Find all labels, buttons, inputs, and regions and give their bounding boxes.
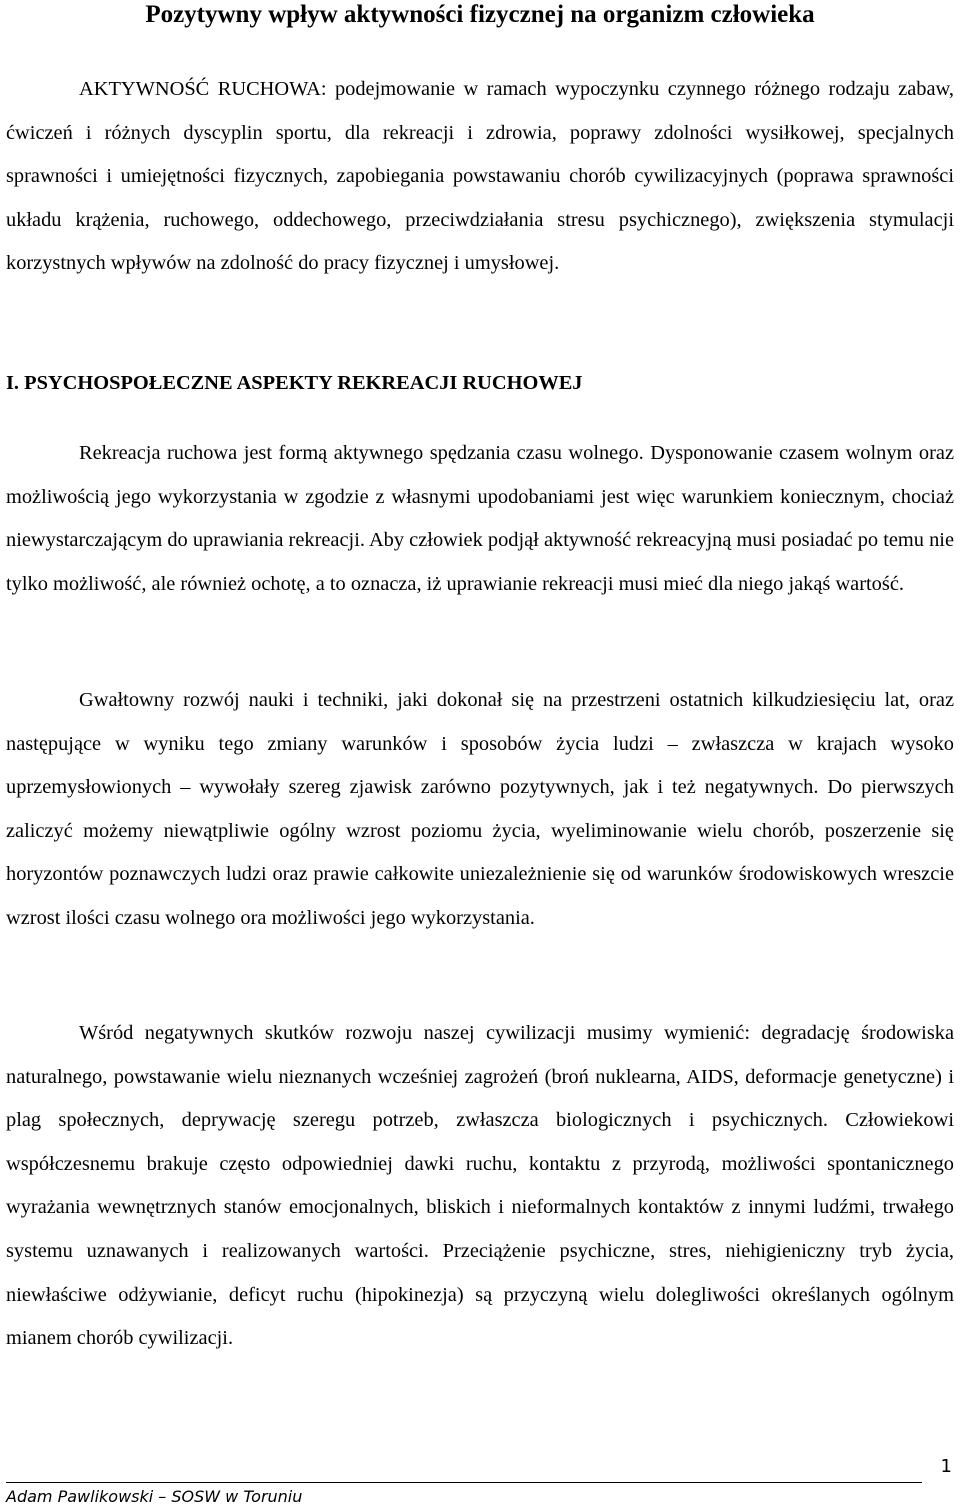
section-heading: I. PSYCHOSPOŁECZNE ASPEKTY REKREACJI RUCHOWEJ — [6, 372, 583, 394]
paragraph-recreation: Rekreacja ruchowa jest formą aktywnego spędzania czasu wolnego. Dysponowanie czasem wolnym oraz możliwością jego wykorzystania w zgodzie z własnymi upodobaniami jest więc warunkiem koniecznym, chociaż niewystarczającym do uprawiania rekreacji. Aby człowiek podjął aktywność rekreacyjną musi posiadać po temu nie tylko możliwość, ale również ochotę, a to oznacza, iż uprawianie rekreacji musi mieć dla niego jakąś wartość. — [6, 442, 954, 595]
paragraph-progress: Gwałtowny rozwój nauki i techniki, jaki dokonał się na przestrzeni ostatnich kilkudziesięciu lat, oraz następujące w wyniku tego zmiany warunków i sposobów życia ludzi – zwłaszcza w krajach wysoko uprzemysłowionych – wywołały szereg zjawisk zarówno pozytywnych, jak i też negatywnych. Do pierwszych zaliczyć możemy niewątpliwie ogólny wzrost poziomu życia, wyeliminowanie wielu chorób, poszerzenie się horyzontów poznawczych ludzi oraz prawie całkowite uniezależnienie się od warunków środowiskowych wreszcie wzrost ilości czasu wolnego ora możliwości jego wykorzystania. — [6, 689, 954, 929]
paragraph-definition: AKTYWNOŚĆ RUCHOWA: podejmowanie w ramach wypoczynku czynnego różnego rodzaju zabaw, ćwiczeń i różnych dyscyplin sportu, dla rekreacji i zdrowia, poprawy zdolności wysiłkowej, specjalnych sprawności i umiejętności fizycznych, zapobiegania powstawaniu chorób cywilizacyjnych (poprawa sprawności układu krążenia, ruchowego, oddechowego, przeciwdziałania stresu psychicznego), zwiększenia stymulacji korzystnych wpływów na zdolność do pracy fizycznej i umysłowej. — [6, 78, 954, 275]
page-number: 1 — [940, 1456, 952, 1477]
document-title: Pozytywny wpływ aktywności fizycznej na organizm człowieka — [145, 1, 815, 28]
paragraph-negative-effects: Wśród negatywnych skutków rozwoju naszej cywilizacji musimy wymienić: degradację środowiska naturalnego, powstawanie wielu nieznanych wcześniej zagrożeń (broń nuklearna, AIDS, deformacje genetyczne) i plag społecznych, deprywację szeregu potrzeb, zwłaszcza biologicznych i psychicznych. Człowiekowi współczesnemu brakuje często odpowiedniej dawki ruchu, kontaktu z przyrodą, możliwości spontanicznego wyrażania wewnętrznych stanów emocjonalnych, bliskich i nieformalnych kontaktów z innymi ludźmi, trwałego systemu uznawanych i realizowanych wartości. Przeciążenie psychiczne, stres, niehigieniczny tryb życia, niewłaściwe odżywianie, deficyt ruchu (hipokinezja) są przyczyną wielu dolegliwości określanych ogólnym mianem chorób cywilizacji. — [6, 1022, 954, 1350]
footer-divider — [6, 1482, 922, 1483]
footer-author: Adam Pawlikowski – SOSW w Toruniu — [6, 1487, 303, 1506]
